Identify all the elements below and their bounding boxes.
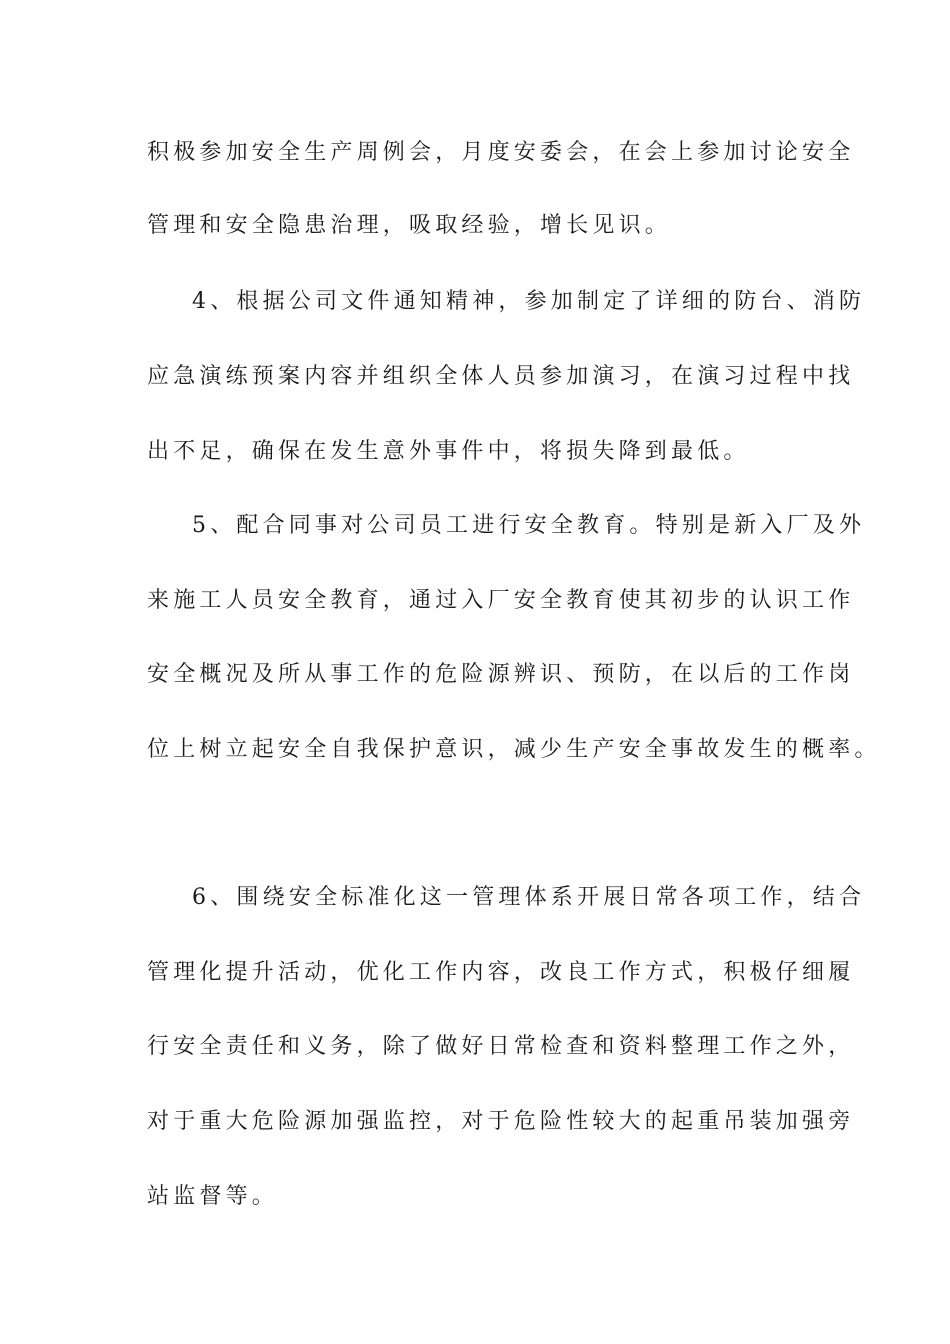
paragraph-line: 应急演练预案内容并组织全体人员参加演习，在演习过程中找 <box>147 364 855 389</box>
paragraph-line: 来施工人员安全教育，通过入厂安全教育使其初步的认识工作 <box>147 588 855 613</box>
paragraph-line: 管理和安全隐患治理，吸取经验，增长见识。 <box>147 213 672 238</box>
paragraph-line: 对于重大危险源加强监控，对于危险性较大的起重吊装加强旁 <box>147 1109 855 1134</box>
paragraph-line: 出不足，确保在发生意外事件中，将损失降到最低。 <box>147 439 750 464</box>
paragraph-line: 站监督等。 <box>147 1184 279 1209</box>
paragraph-line: 行安全责任和义务，除了做好日常检查和资料整理工作之外， <box>147 1034 855 1059</box>
paragraph-line: 5、配合同事对公司员工进行安全教育。特别是新入厂及外 <box>192 513 866 538</box>
paragraph-line: 积极参加安全生产周例会，月度安委会，在会上参加讨论安全 <box>147 140 855 165</box>
paragraph-line: 安全概况及所从事工作的危险源辨识、预防，在以后的工作岗 <box>147 662 855 687</box>
paragraph-line: 4、根据公司文件通知精神，参加制定了详细的防台、消防 <box>192 289 866 314</box>
paragraph-line: 管理化提升活动，优化工作内容，改良工作方式，积极仔细履 <box>147 960 855 985</box>
paragraph-line: 6、围绕安全标准化这一管理体系开展日常各项工作，结合 <box>192 885 866 910</box>
paragraph-line: 位上树立起安全自我保护意识，减少生产安全事故发生的概率。 <box>147 737 881 762</box>
